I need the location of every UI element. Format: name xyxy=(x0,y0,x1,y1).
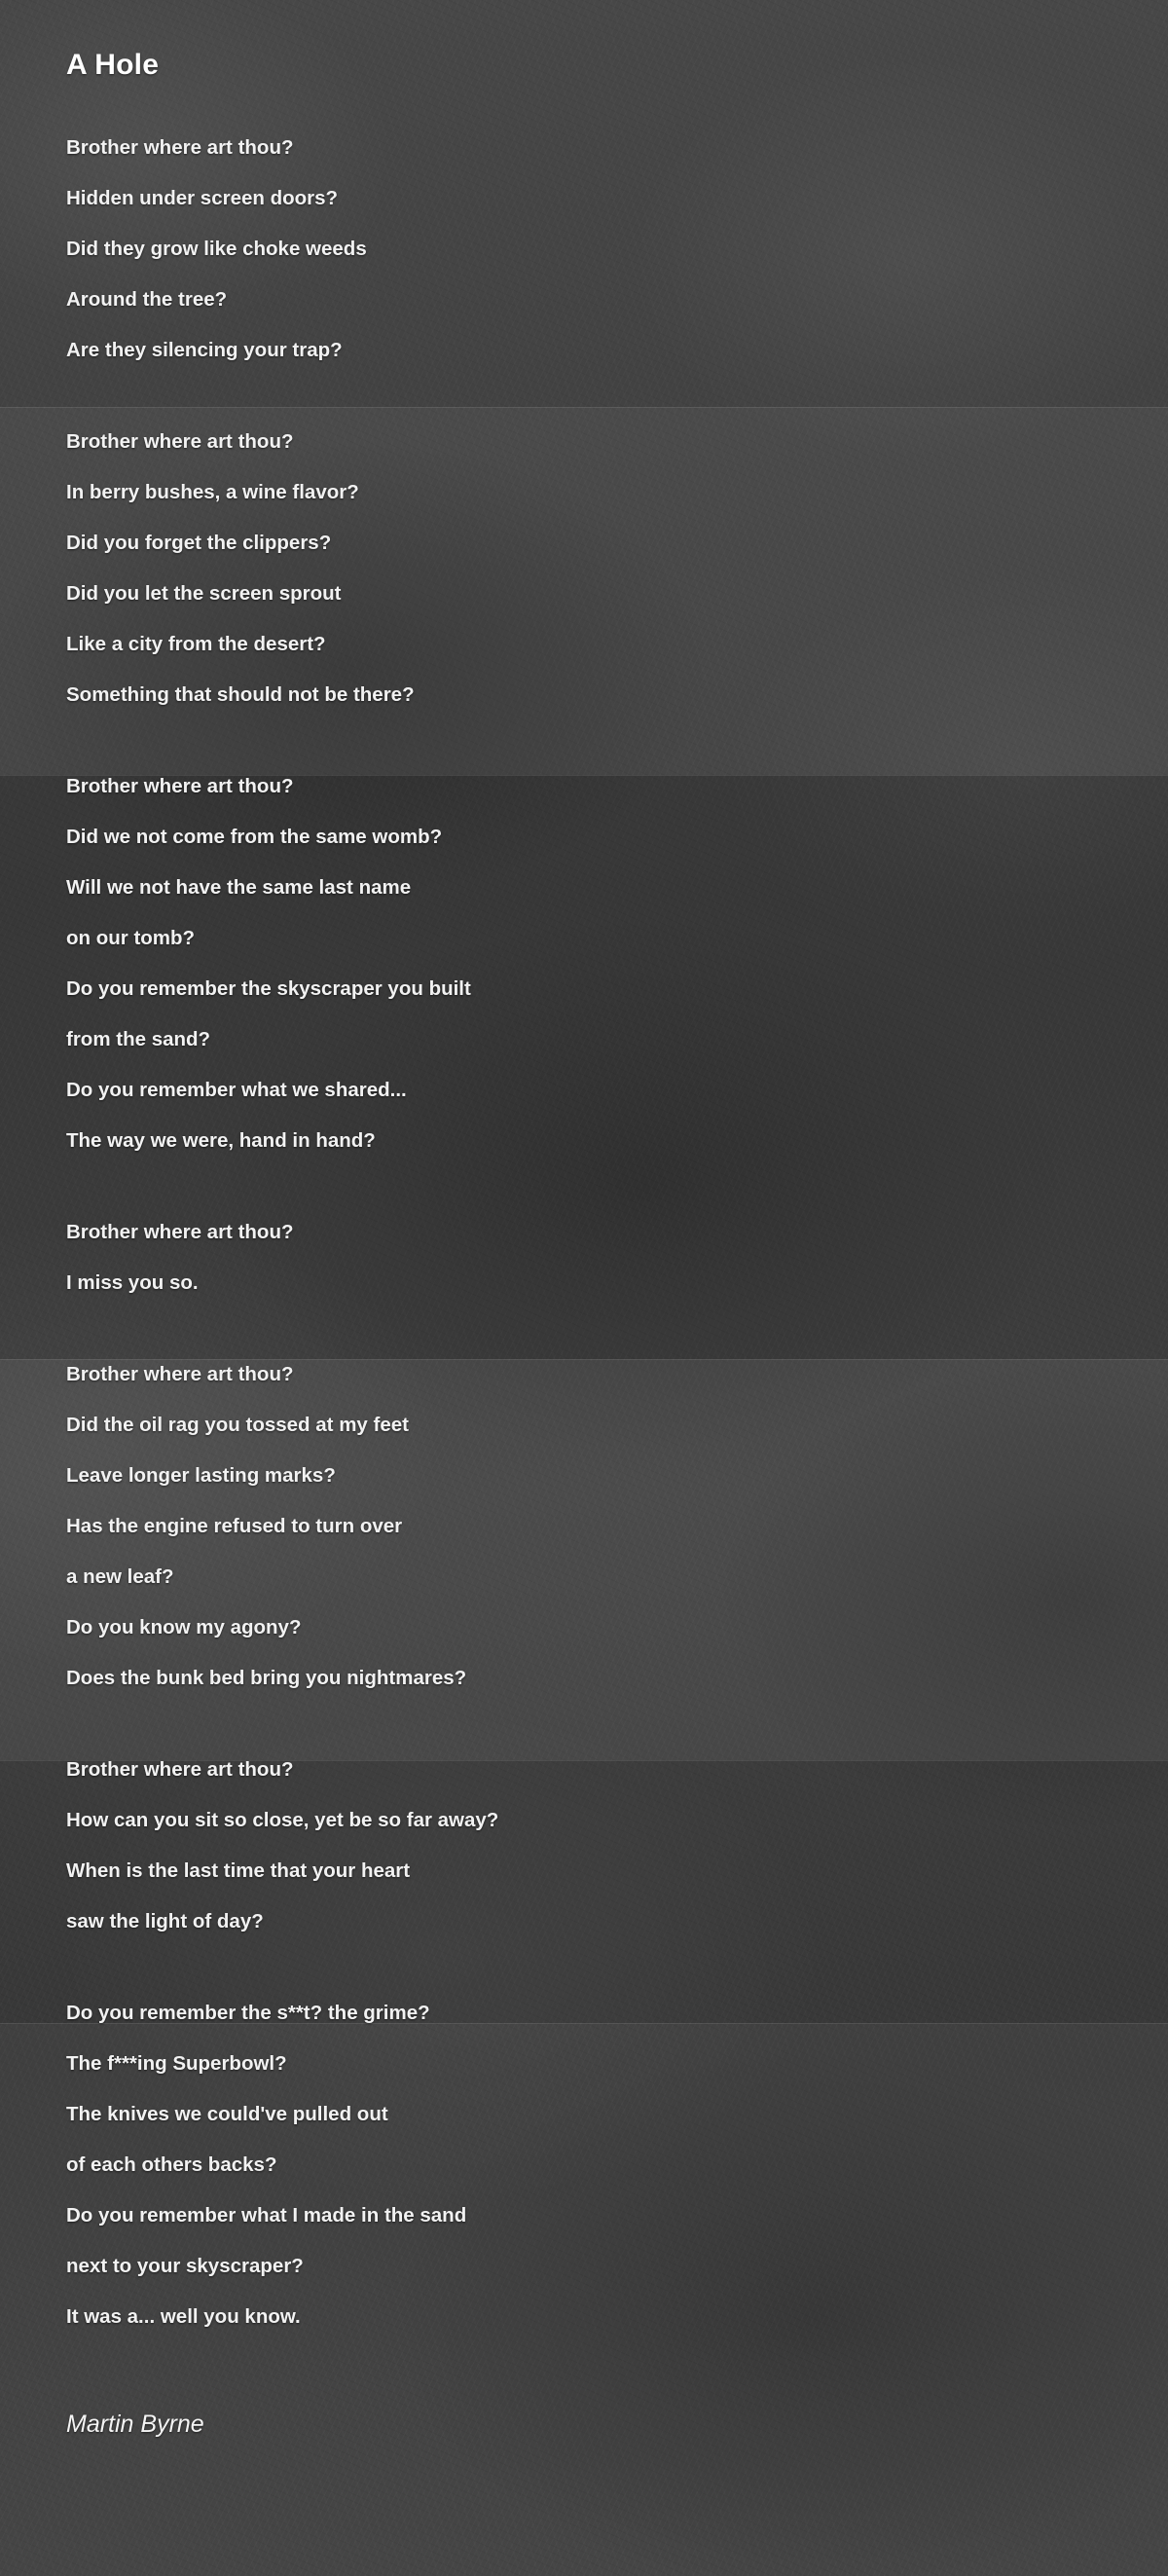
poem-line: Brother where art thou? xyxy=(66,1758,294,1781)
poem-line: The knives we could've pulled out xyxy=(66,2103,388,2125)
poem-stanza xyxy=(66,1207,1102,1308)
poem-stanza xyxy=(66,761,1102,1166)
poem-line: Brother where art thou? xyxy=(66,1363,294,1385)
poem-line: Do you know my agony? xyxy=(66,1616,302,1638)
poem-stanza xyxy=(66,417,1102,720)
poem-line: Do you remember the s**t? the grime? xyxy=(66,2002,430,2024)
poem-line: Hidden under screen doors? xyxy=(66,187,339,209)
poem-line: Do you remember what I made in the sand xyxy=(66,2204,467,2226)
poem-line: from the sand? xyxy=(66,1028,211,1050)
poem-line: Has the engine refused to turn over xyxy=(66,1515,403,1537)
poem-line: on our tomb? xyxy=(66,927,196,949)
poem-line: Something that should not be there? xyxy=(66,683,415,706)
poem-line: Brother where art thou? xyxy=(66,430,294,453)
poem-line: Did you forget the clippers? xyxy=(66,532,332,554)
poem-line: The f***ing Superbowl? xyxy=(66,2052,287,2075)
poem-stanza xyxy=(66,123,1102,376)
poem-line: Did the oil rag you tossed at my feet xyxy=(66,1414,409,1436)
poem-line: How can you sit so close, yet be so far away? xyxy=(66,1809,499,1831)
poem-title: A Hole xyxy=(66,49,160,81)
poem-line: of each others backs? xyxy=(66,2153,277,2176)
poem-line: Brother where art thou? xyxy=(66,136,294,159)
poem-line: Like a city from the desert? xyxy=(66,633,326,655)
poem-line: Leave longer lasting marks? xyxy=(66,1464,336,1487)
poem-line: Are they silencing your trap? xyxy=(66,339,343,361)
poem-line: next to your skyscraper? xyxy=(66,2255,304,2277)
poem-line: It was a... well you know. xyxy=(66,2305,301,2328)
poem-line: Do you remember what we shared... xyxy=(66,1079,407,1101)
poem-line: Do you remember the skyscraper you built xyxy=(66,977,471,1000)
poem-line: Does the bunk bed bring you nightmares? xyxy=(66,1667,467,1689)
poem-line: Brother where art thou? xyxy=(66,775,294,797)
poem-line: When is the last time that your heart xyxy=(66,1859,411,1882)
poem-line: a new leaf? xyxy=(66,1565,174,1588)
poem-stanza xyxy=(66,1988,1102,2342)
poem-line: Did we not come from the same womb? xyxy=(66,826,443,848)
poem-line: I miss you so. xyxy=(66,1271,199,1294)
poem-line: Did they grow like choke weeds xyxy=(66,238,367,260)
poem-line: Did you let the screen sprout xyxy=(66,582,342,605)
poem-line: Will we not have the same last name xyxy=(66,876,412,899)
poem-line: The way we were, hand in hand? xyxy=(66,1129,376,1152)
poem-line: Brother where art thou? xyxy=(66,1221,294,1243)
poem-line: saw the light of day? xyxy=(66,1910,264,1932)
poem-stanza xyxy=(66,1349,1102,1704)
poem-stanza xyxy=(66,1745,1102,1947)
poem-line: In berry bushes, a wine flavor? xyxy=(66,481,359,503)
poem-line: Around the tree? xyxy=(66,288,228,311)
poem-author: Martin Byrne xyxy=(66,2410,204,2438)
